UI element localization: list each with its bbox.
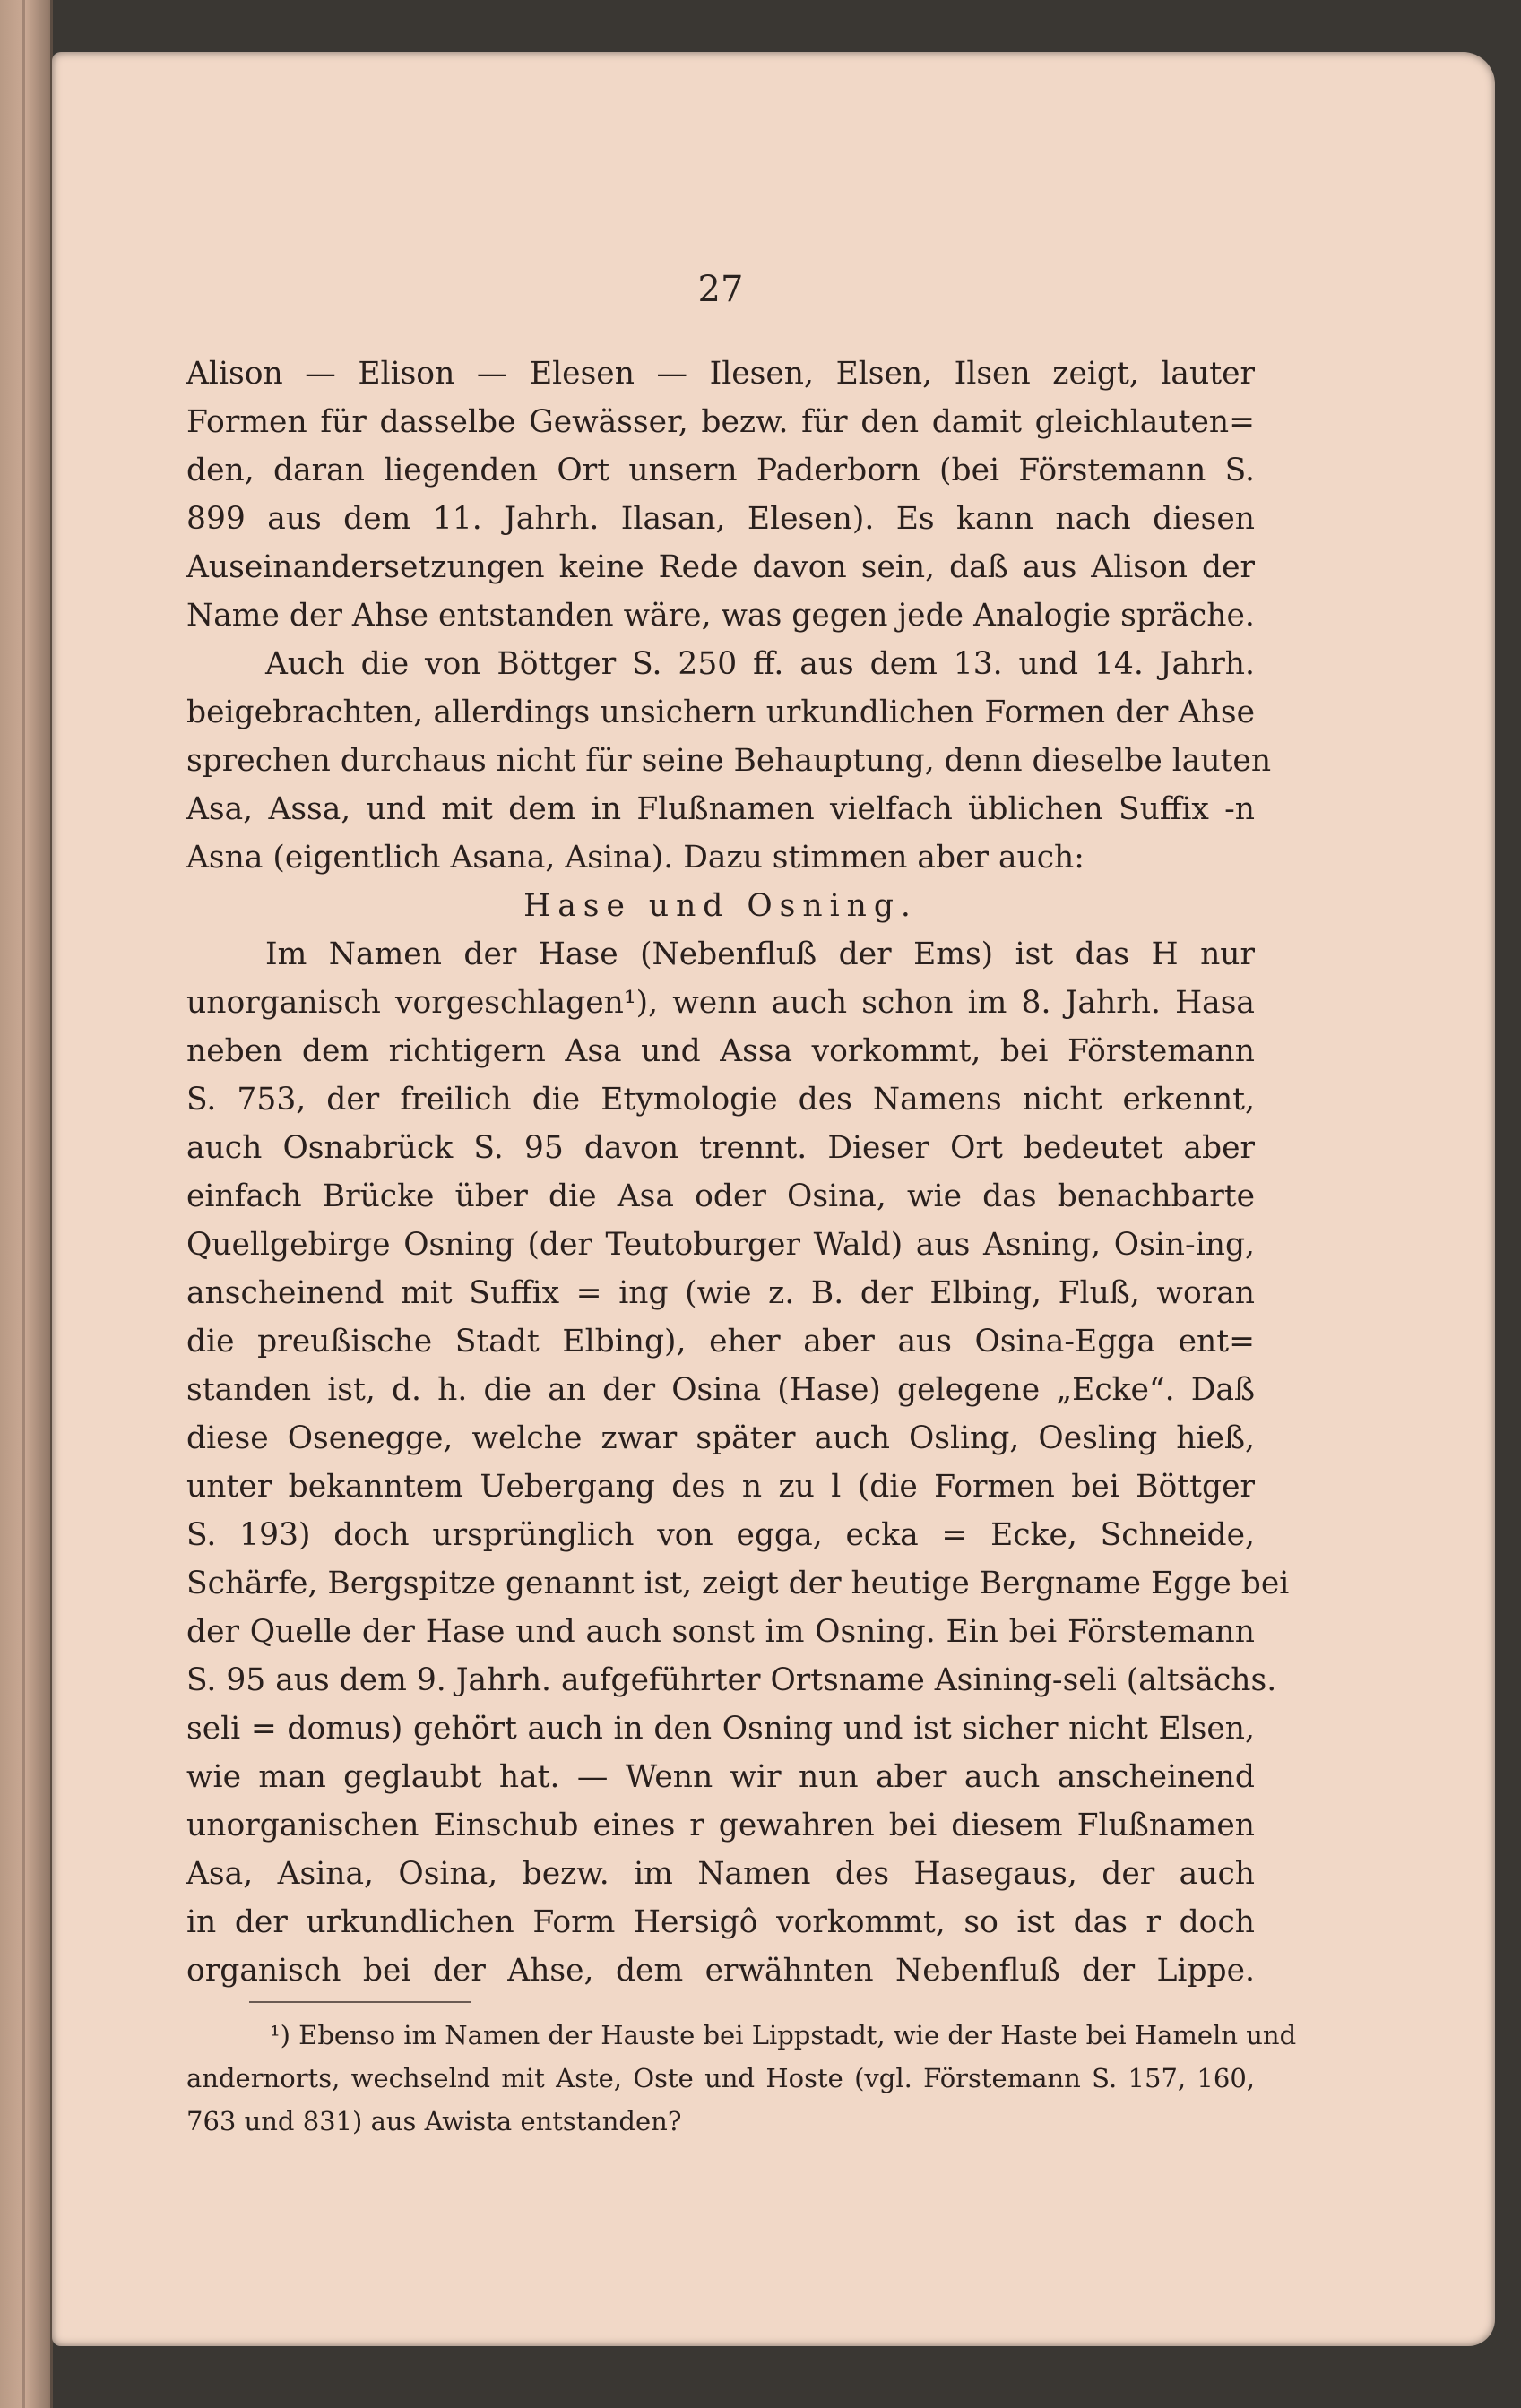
- text-line: unorganisch vorgeschlagen¹), wenn auch schon im 8. Jahrh. Hasa: [186, 985, 1255, 1021]
- text-line: Asa, Assa, und mit dem in Flußnamen vielfach üblichen Suffix -n: [186, 791, 1255, 827]
- text-line: anscheinend mit Suffix = ing (wie z. B. der Elbing, Fluß, woran: [186, 1275, 1255, 1311]
- page-number: 27: [697, 269, 744, 310]
- footnote-line: andernorts, wechselnd mit Aste, Oste und Hoste (vgl. Förstemann S. 157, 160,: [186, 2063, 1255, 2093]
- text-line: Schärfe, Bergspitze genannt ist, zeigt der heutige Bergname Egge bei: [186, 1566, 1290, 1601]
- text-line: Quellgebirge Osning (der Teutoburger Wald) aus Asning, Osin-ing,: [186, 1227, 1255, 1263]
- text-line: organisch bei der Ahse, dem erwähnten Nebenfluß der Lippe.: [186, 1953, 1255, 1989]
- text-line: neben dem richtigern Asa und Assa vorkommt, bei Förstemann: [186, 1033, 1255, 1069]
- text-line: Im Namen der Hase (Nebenfluß der Ems) ist das H nur: [265, 936, 1255, 972]
- text-line: den, daran liegenden Ort unsern Paderborn (bei Förstemann S.: [186, 453, 1255, 488]
- text-line: Asa, Asina, Osina, bezw. im Namen des Hasegaus, der auch: [186, 1856, 1255, 1892]
- text-line: Formen für dasselbe Gewässer, bezw. für den damit gleichlauten=: [186, 404, 1255, 440]
- text-line: unorganischen Einschub eines r gewahren bei diesem Flußnamen: [186, 1808, 1255, 1843]
- text-line: S. 193) doch ursprünglich von egga, ecka = Ecke, Schneide,: [186, 1517, 1255, 1553]
- text-line: die preußische Stadt Elbing), eher aber aus Osina-Egga ent=: [186, 1324, 1255, 1359]
- footnote-line: 763 und 831) aus Awista entstanden?: [186, 2106, 682, 2136]
- text-line: Auch die von Böttger S. 250 ff. aus dem 13. und 14. Jahrh.: [265, 646, 1255, 682]
- body-text: [186, 350, 1290, 1995]
- text-line: wie man geglaubt hat. — Wenn wir nun aber auch anscheinend: [186, 1759, 1255, 1795]
- text-line: in der urkundlichen Form Hersigô vorkommt, so ist das r doch: [186, 1904, 1255, 1940]
- text-line: Alison — Elison — Elesen — Ilesen, Elsen, Ilsen zeigt, lauter: [186, 356, 1255, 392]
- text-line: 899 aus dem 11. Jahrh. Ilasan, Elesen). Es kann nach diesen: [186, 501, 1255, 537]
- text-line: auch Osnabrück S. 95 davon trennt. Dieser Ort bedeutet aber: [186, 1130, 1255, 1166]
- text-line: seli = domus) gehört auch in den Osning und ist sicher nicht Elsen,: [186, 1711, 1255, 1747]
- text-line: der Quelle der Hase und auch sonst im Osning. Ein bei Förstemann: [186, 1614, 1255, 1650]
- text-line: beigebrachten, allerdings unsichern urkundlichen Formen der Ahse: [186, 695, 1255, 730]
- text-line: diese Osenegge, welche zwar später auch Osling, Oesling hieß,: [186, 1420, 1255, 1456]
- text-line: S. 95 aus dem 9. Jahrh. aufgeführter Ortsname Asining-seli (altsächs.: [186, 1662, 1277, 1698]
- text-line: unter bekanntem Uebergang des n zu l (die Formen bei Böttger: [186, 1469, 1255, 1505]
- footnotes: [186, 2014, 1297, 2143]
- adjacent-page-edge: [0, 0, 53, 2408]
- text-line: Auseinandersetzungen keine Rede davon sein, daß aus Alison der: [186, 549, 1255, 585]
- footnote-line: ¹) Ebenso im Namen der Hauste bei Lippstadt, wie der Haste bei Hameln und: [270, 2020, 1297, 2050]
- text-line: standen ist, d. h. die an der Osina (Hase) gelegene „Ecke“. Daß: [186, 1372, 1255, 1408]
- text-line: einfach Brücke über die Asa oder Osina, wie das benachbarte: [186, 1178, 1255, 1214]
- section-heading: Hase und Osning.: [523, 888, 918, 924]
- page-fold-shadow: [22, 0, 25, 2408]
- footnote-divider: [249, 2001, 471, 2003]
- text-line: S. 753, der freilich die Etymologie des Namens nicht erkennt,: [186, 1082, 1255, 1118]
- text-line: Asna (eigentlich Asana, Asina). Dazu stimmen aber auch:: [186, 840, 1085, 876]
- text-line: Name der Ahse entstanden wäre, was gegen jede Analogie spräche.: [186, 598, 1255, 634]
- text-line: sprechen durchaus nicht für seine Behauptung, denn dieselbe lauten: [186, 743, 1272, 779]
